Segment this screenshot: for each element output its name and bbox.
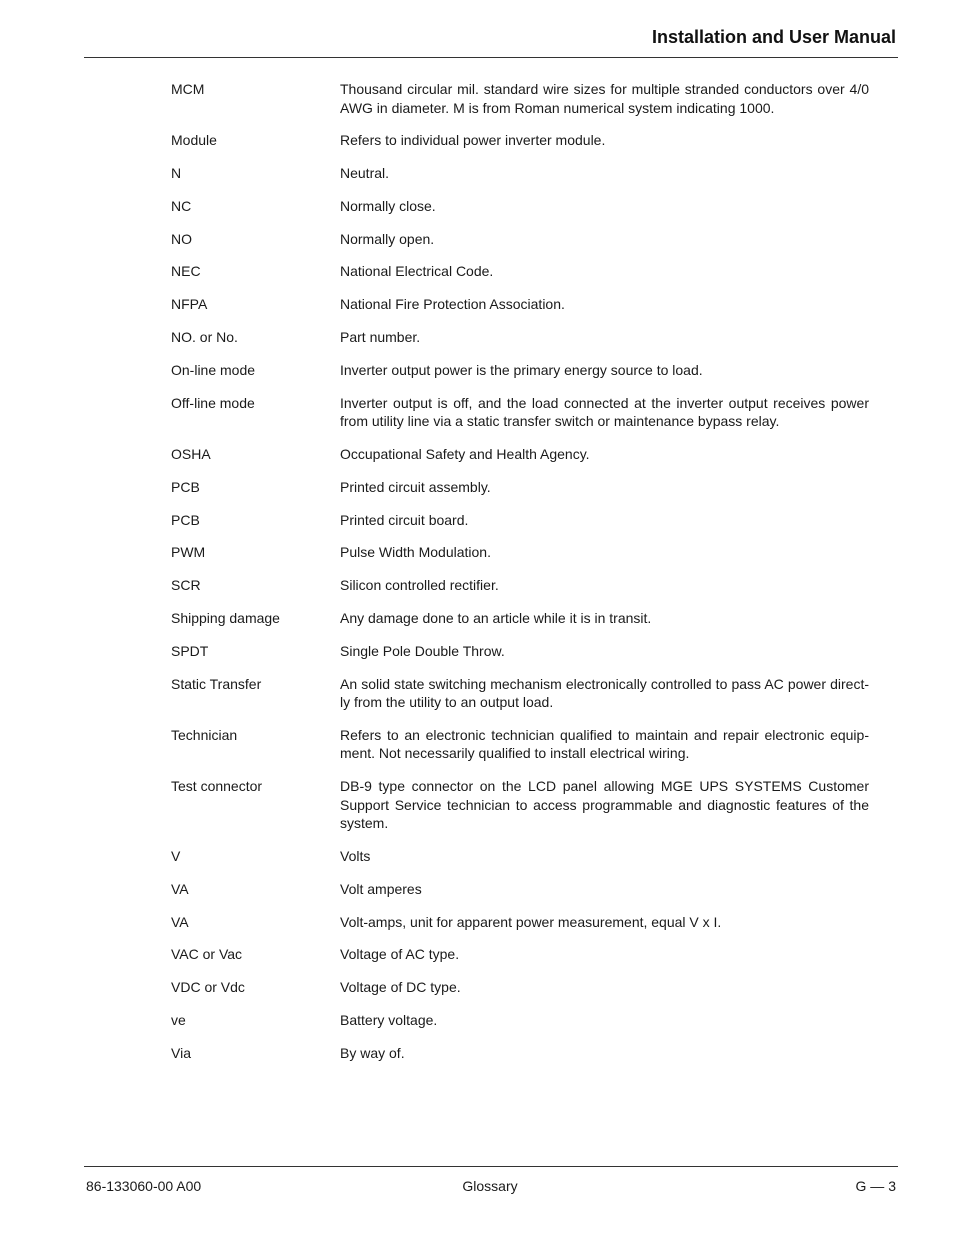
glossary-term: NC <box>171 197 192 214</box>
glossary-entry <box>171 230 869 249</box>
glossary-entry <box>171 576 869 595</box>
glossary-definition: Battery voltage. <box>340 1011 438 1028</box>
glossary-term: Module <box>171 132 217 149</box>
glossary-term: N <box>171 165 182 182</box>
glossary-entry <box>171 880 869 899</box>
glossary-definition: National Fire Protection Association. <box>340 296 565 313</box>
glossary-definition: Voltage of AC type. <box>340 946 460 963</box>
glossary-definition: Volts <box>340 847 371 864</box>
glossary-definition: Printed circuit board. <box>340 511 469 528</box>
glossary-entry <box>171 1011 869 1030</box>
glossary-term: Technician <box>171 726 238 743</box>
glossary-entry <box>171 80 869 117</box>
glossary-definition: National Electrical Code. <box>340 263 494 280</box>
glossary-definition: Normally open. <box>340 230 435 247</box>
glossary-term: Static Transfer <box>171 675 262 692</box>
glossary-term: V <box>171 847 181 864</box>
glossary-term: VDC or Vdc <box>171 979 245 996</box>
glossary-definition: Volt amperes <box>340 880 422 897</box>
glossary-definition: Volt-amps, unit for apparent power measurement, equal V x I. <box>340 913 722 930</box>
glossary-term: MCM <box>171 81 205 97</box>
glossary-entry <box>171 445 869 464</box>
glossary-term: VA <box>171 913 189 930</box>
glossary-term: PWM <box>171 544 206 561</box>
glossary-term: NFPA <box>171 296 208 313</box>
glossary-term: ve <box>171 1011 186 1028</box>
glossary-entry <box>171 675 869 712</box>
header-divider <box>84 57 898 58</box>
glossary-term: VAC or Vac <box>171 946 243 963</box>
glossary-entry <box>171 543 869 562</box>
glossary-entry <box>171 131 869 150</box>
glossary-definition: Neutral. <box>340 165 390 182</box>
glossary-entry <box>171 726 869 763</box>
glossary-definition: By way of. <box>340 1044 405 1061</box>
glossary-entry <box>171 978 869 997</box>
glossary-definition: DB-9 type connector on the LCD panel allowing MGE UPS SYSTEMS Customer Support Service technician to access programmable and diagnostic features of the system. <box>340 778 869 832</box>
glossary-term: PCB <box>171 511 200 528</box>
glossary-entry <box>171 945 869 964</box>
glossary-entry <box>171 913 869 932</box>
glossary-entry <box>171 478 869 497</box>
footer-section: Glossary <box>462 1178 518 1194</box>
glossary-definition: Voltage of DC type. <box>340 979 461 996</box>
glossary-definition: Any damage done to an article while it is in transit. <box>340 609 652 626</box>
glossary-entry <box>171 328 869 347</box>
glossary-term: NO. or No. <box>171 329 238 346</box>
glossary-term: Off-line mode <box>171 394 255 411</box>
glossary-entry <box>171 295 869 314</box>
glossary-list <box>171 80 869 1077</box>
glossary-term: NO <box>171 230 192 247</box>
glossary-term: SPDT <box>171 642 209 659</box>
glossary-term: VA <box>171 880 189 897</box>
footer-page-number: G — 3 <box>855 1178 896 1194</box>
glossary-term: Via <box>171 1044 191 1061</box>
glossary-definition: Single Pole Double Throw. <box>340 642 505 659</box>
glossary-entry <box>171 511 869 530</box>
glossary-definition: Part number. <box>340 329 421 346</box>
glossary-definition: Refers to individual power inverter module. <box>340 132 606 149</box>
glossary-term: SCR <box>171 577 201 594</box>
glossary-term: On-line mode <box>171 361 256 378</box>
glossary-definition: Occupational Safety and Health Agency. <box>340 445 590 462</box>
glossary-definition: An solid state switching mechanism electronically controlled to pass AC power direct-ly from the utility to an output load. <box>340 675 869 711</box>
glossary-definition: Refers to an electronic technician qualified to maintain and repair electronic equip-ment. Not necessarily qualified to install electrical wiring. <box>340 726 869 762</box>
glossary-entry <box>171 1044 869 1063</box>
glossary-definition: Inverter output power is the primary energy source to load. <box>340 361 703 378</box>
glossary-entry <box>171 847 869 866</box>
glossary-entry <box>171 164 869 183</box>
glossary-term: NEC <box>171 263 201 280</box>
glossary-entry <box>171 262 869 281</box>
glossary-term: PCB <box>171 478 200 495</box>
glossary-entry <box>171 361 869 380</box>
glossary-definition: Thousand circular mil. standard wire sizes for multiple stranded conductors over 4/0 AWG in diameter. M is from Roman numerical system indicating 1000. <box>340 81 869 116</box>
page-title: Installation and User Manual <box>651 27 896 47</box>
glossary-term: OSHA <box>171 445 211 462</box>
glossary-definition: Normally close. <box>340 197 436 214</box>
glossary-entry <box>171 197 869 216</box>
footer-doc-number: 86-133060-00 A00 <box>86 1178 202 1194</box>
glossary-entry <box>171 394 869 431</box>
footer-divider <box>84 1166 898 1167</box>
glossary-term: Test connector <box>171 778 263 795</box>
glossary-term: Shipping damage <box>171 609 280 626</box>
glossary-entry <box>171 642 869 661</box>
glossary-definition: Inverter output is off, and the load connected at the inverter output receives power from utility line via a static transfer switch or maintenance bypass relay. <box>340 394 869 430</box>
glossary-entry <box>171 777 869 833</box>
glossary-definition: Silicon controlled rectifier. <box>340 577 499 594</box>
glossary-definition: Printed circuit assembly. <box>340 478 491 495</box>
glossary-entry <box>171 609 869 628</box>
glossary-definition: Pulse Width Modulation. <box>340 544 491 561</box>
